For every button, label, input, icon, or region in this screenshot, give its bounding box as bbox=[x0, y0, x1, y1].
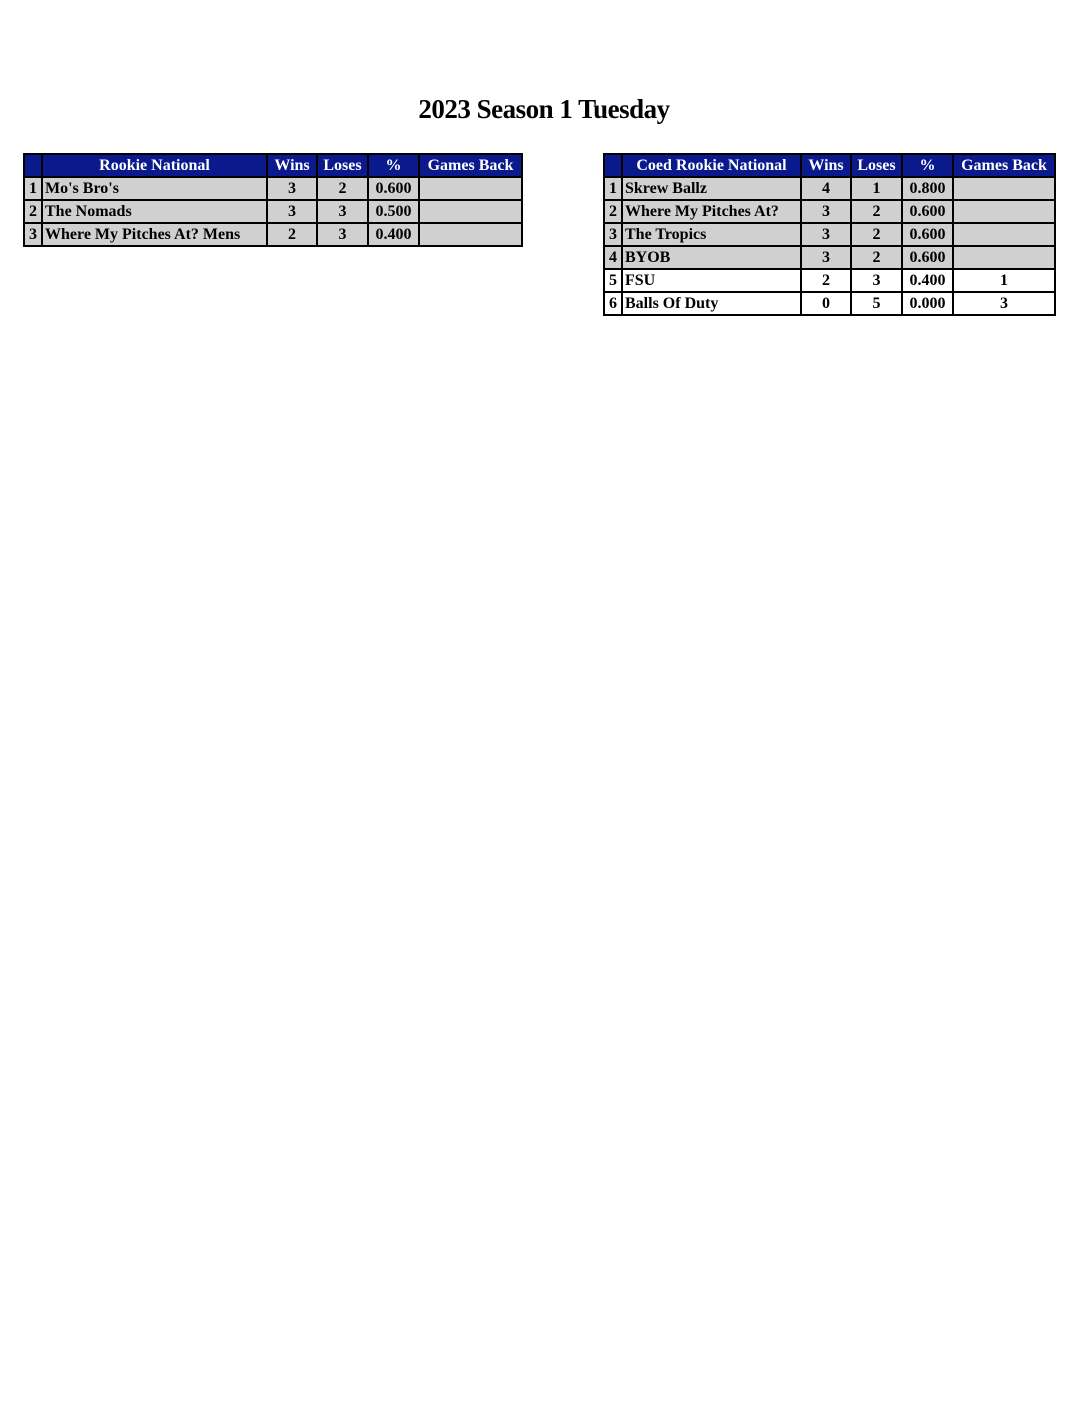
team-cell: Balls Of Duty bbox=[622, 292, 801, 315]
table-header-row bbox=[24, 154, 522, 177]
team-cell: BYOB bbox=[622, 246, 801, 269]
rank-cell: 3 bbox=[604, 223, 622, 246]
team-cell: Where My Pitches At? bbox=[622, 200, 801, 223]
header-games-back: Games Back bbox=[953, 154, 1055, 177]
loses-cell: 3 bbox=[851, 269, 902, 292]
loses-cell: 2 bbox=[851, 223, 902, 246]
rank-cell: 2 bbox=[604, 200, 622, 223]
wins-cell: 2 bbox=[267, 223, 317, 246]
header-games-back: Games Back bbox=[419, 154, 522, 177]
header-division: Rookie National bbox=[42, 154, 267, 177]
header-division: Coed Rookie National bbox=[622, 154, 801, 177]
games-back-cell bbox=[419, 177, 522, 200]
pct-cell: 0.400 bbox=[902, 269, 953, 292]
table-row bbox=[604, 246, 1055, 269]
loses-cell: 2 bbox=[317, 177, 368, 200]
pct-cell: 0.500 bbox=[368, 200, 419, 223]
loses-cell: 5 bbox=[851, 292, 902, 315]
loses-cell: 1 bbox=[851, 177, 902, 200]
pct-cell: 0.600 bbox=[902, 246, 953, 269]
rank-cell: 1 bbox=[24, 177, 42, 200]
rank-cell: 6 bbox=[604, 292, 622, 315]
table-row bbox=[24, 200, 522, 223]
rank-cell: 4 bbox=[604, 246, 622, 269]
games-back-cell bbox=[953, 200, 1055, 223]
standings-table-coed-rookie-national bbox=[603, 153, 1056, 316]
games-back-cell: 3 bbox=[953, 292, 1055, 315]
header-rank bbox=[604, 154, 622, 177]
team-cell: The Nomads bbox=[42, 200, 267, 223]
rank-cell: 3 bbox=[24, 223, 42, 246]
table-row bbox=[604, 200, 1055, 223]
loses-cell: 3 bbox=[317, 200, 368, 223]
header-loses: Loses bbox=[317, 154, 368, 177]
loses-cell: 3 bbox=[317, 223, 368, 246]
team-cell: Skrew Ballz bbox=[622, 177, 801, 200]
wins-cell: 3 bbox=[801, 223, 851, 246]
games-back-cell bbox=[419, 200, 522, 223]
wins-cell: 4 bbox=[801, 177, 851, 200]
header-pct: % bbox=[368, 154, 419, 177]
team-cell: Where My Pitches At? Mens bbox=[42, 223, 267, 246]
header-rank bbox=[24, 154, 42, 177]
wins-cell: 2 bbox=[801, 269, 851, 292]
team-cell: The Tropics bbox=[622, 223, 801, 246]
header-wins: Wins bbox=[267, 154, 317, 177]
wins-cell: 3 bbox=[267, 177, 317, 200]
loses-cell: 2 bbox=[851, 200, 902, 223]
table-row bbox=[24, 177, 522, 200]
standings-table-rookie-national bbox=[23, 153, 523, 247]
rank-cell: 2 bbox=[24, 200, 42, 223]
table-row bbox=[604, 177, 1055, 200]
games-back-cell: 1 bbox=[953, 269, 1055, 292]
header-wins: Wins bbox=[801, 154, 851, 177]
team-cell: FSU bbox=[622, 269, 801, 292]
table-row bbox=[24, 223, 522, 246]
wins-cell: 3 bbox=[801, 246, 851, 269]
loses-cell: 2 bbox=[851, 246, 902, 269]
wins-cell: 0 bbox=[801, 292, 851, 315]
header-pct: % bbox=[902, 154, 953, 177]
pct-cell: 0.600 bbox=[902, 223, 953, 246]
games-back-cell bbox=[953, 246, 1055, 269]
games-back-cell bbox=[953, 177, 1055, 200]
table-row bbox=[604, 269, 1055, 292]
table-row bbox=[604, 223, 1055, 246]
pct-cell: 0.800 bbox=[902, 177, 953, 200]
team-cell: Mo's Bro's bbox=[42, 177, 267, 200]
header-loses: Loses bbox=[851, 154, 902, 177]
pct-cell: 0.600 bbox=[368, 177, 419, 200]
wins-cell: 3 bbox=[267, 200, 317, 223]
rank-cell: 5 bbox=[604, 269, 622, 292]
pct-cell: 0.600 bbox=[902, 200, 953, 223]
pct-cell: 0.400 bbox=[368, 223, 419, 246]
table-header-row bbox=[604, 154, 1055, 177]
wins-cell: 3 bbox=[801, 200, 851, 223]
pct-cell: 0.000 bbox=[902, 292, 953, 315]
games-back-cell bbox=[419, 223, 522, 246]
games-back-cell bbox=[953, 223, 1055, 246]
rank-cell: 1 bbox=[604, 177, 622, 200]
table-row bbox=[604, 292, 1055, 315]
page-title: 2023 Season 1 Tuesday bbox=[418, 94, 670, 124]
